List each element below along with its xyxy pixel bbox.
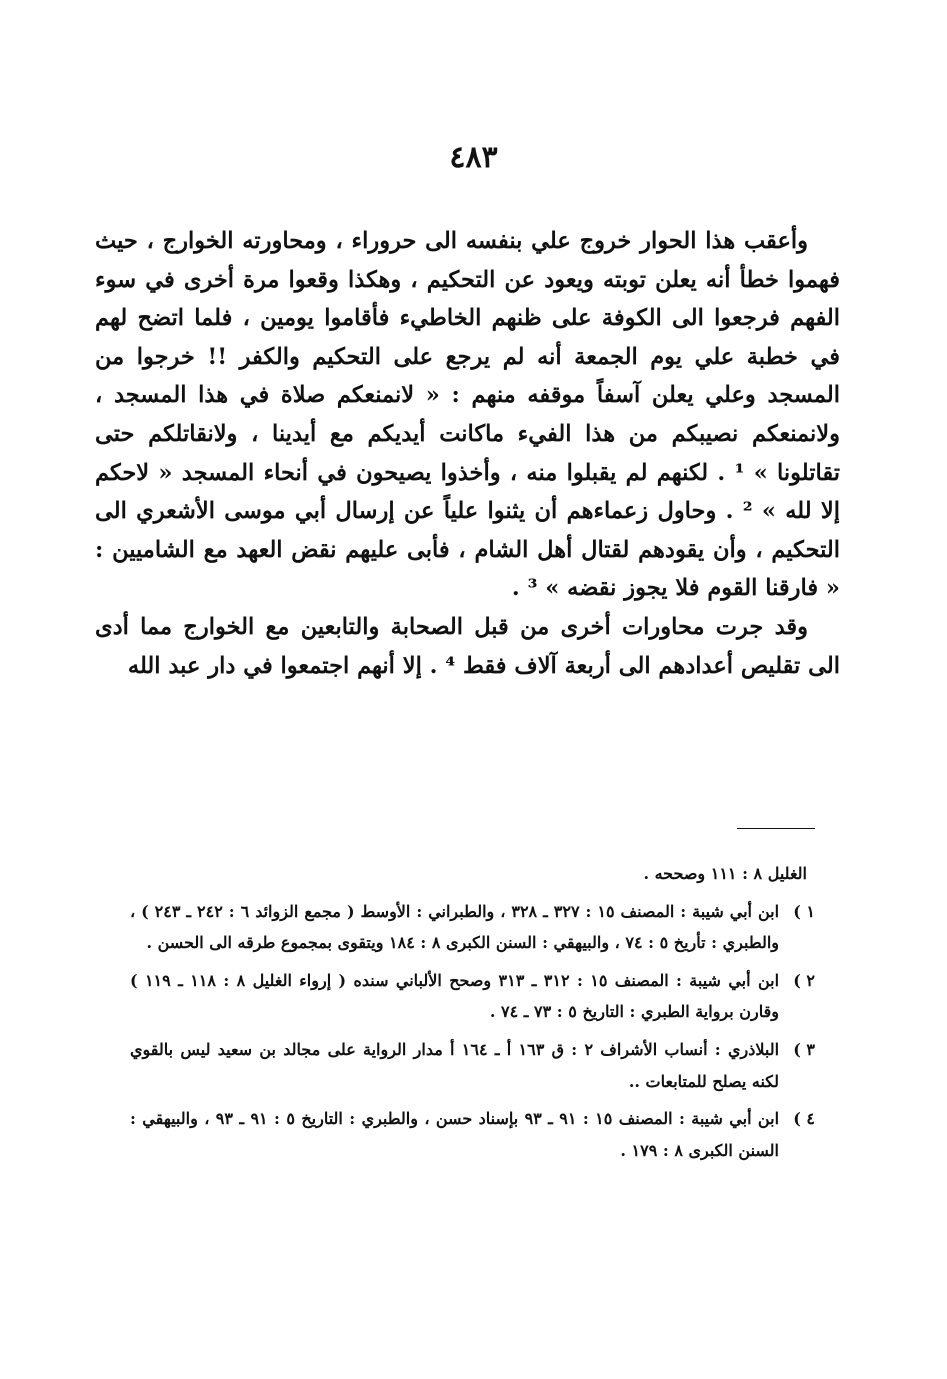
footnote-separator [737,828,815,829]
footnote-number: ٣ ) [793,1039,815,1059]
paragraph: وأعقب هذا الحوار خروج علي بنفسه الى حروراء ، ومحاورته الخوارج ، حيث فهموا خطأ أنه يعلن توبته ويعود عن التحكيم ، وهكذا وقعوا مرة أخرى في سوء الفهم فرجعوا الى الكوفة على ظنهم الخاطيء فأقاموا يومين ، فلما اتضح لهم في خطبة علي يوم الجمعة أنه لم يرجع على التحكيم والكفر !! خرجوا من المسجد وعلي يعلن آسفاً موقفه منهم : « لانمنعكم صلاة في هذا المسجد ، ولانمنعكم نصيبكم من هذا الفيء ماكانت أيديكم مع أيدينا ، ولانقاتلكم حتى تقاتلونا » ¹ . لكنهم لم يقبلوا منه ، وأخذوا يصيحون في أنحاء المسجد « لاحكم إلا لله » ² . وحاول زعماءهم أن يثنوا علياً عن إرسال أبي موسى الأشعري الى التحكيم ، وأن يقودهم لقتال أهل الشام ، فأبى عليهم نقض العهد مع الشاميين : « فارقنا القوم فلا يجوز نقضه » ³ . [95,228,840,602]
footnote-1 [130,896,815,959]
page-number: ٤٨٣ [449,140,498,175]
main-text [95,222,840,685]
footnote-4 [130,1103,815,1166]
footnote-2 [130,965,815,1028]
footnote-text: البلاذري : أنساب الأشراف ٢ : ق ١٦٣ أ ـ ١٦٤ أ مدار الرواية على مجالد بن سعيد ليس بالقوي لكنه يصلح للمتابعات .. [130,1039,780,1091]
footnotes [130,858,815,1172]
footnote-number: ٤ ) [793,1109,815,1129]
footnote-text: ابن أبي شيبة : المصنف ١٥ : ٣١٢ ـ ٣١٣ وصحح الألباني سنده ( إرواء الغليل ٨ : ١١٨ ـ ١١٩ ) وقارن برواية الطبري : التاريخ ٥ : ٧٣ ـ ٧٤ . [130,970,780,1022]
footnote-3 [130,1034,815,1097]
footnote-number: ٢ ) [793,970,815,990]
footnote-text: ابن أبي شيبة : المصنف ١٥ : ٩١ ـ ٩٣ بإسناد حسن ، والطبري : التاريخ ٥ : ٩١ ـ ٩٣ ، والبيهقي : السنن الكبرى ٨ : ١٧٩ . [130,1109,780,1160]
footnote-continued: الغليل ٨ : ١١١ وصححه . [643,864,807,883]
footnote-number: ١ ) [793,901,815,921]
footnote-text: ابن أبي شيبة : المصنف ١٥ : ٣٢٧ ـ ٣٢٨ ، والطبراني : الأوسط ( مجمع الزوائد ٦ : ٢٤٢ ـ ٢٤٣ ) ، والطبري : تأريخ ٥ : ٧٤ ، والبيهقي : السنن الكبرى ٨ : ١٨٤ ويتقوى بمجموع طرقه الى الحسن . [130,901,780,953]
paragraph: وقد جرت محاورات أخرى من قبل الصحابة والتابعين مع الخوارج مما أدى الى تقليص أعدادهم الى أربعة آلاف فقط ⁴ . إلا أنهم اجتمعوا في دار عبد الله [95,613,840,679]
